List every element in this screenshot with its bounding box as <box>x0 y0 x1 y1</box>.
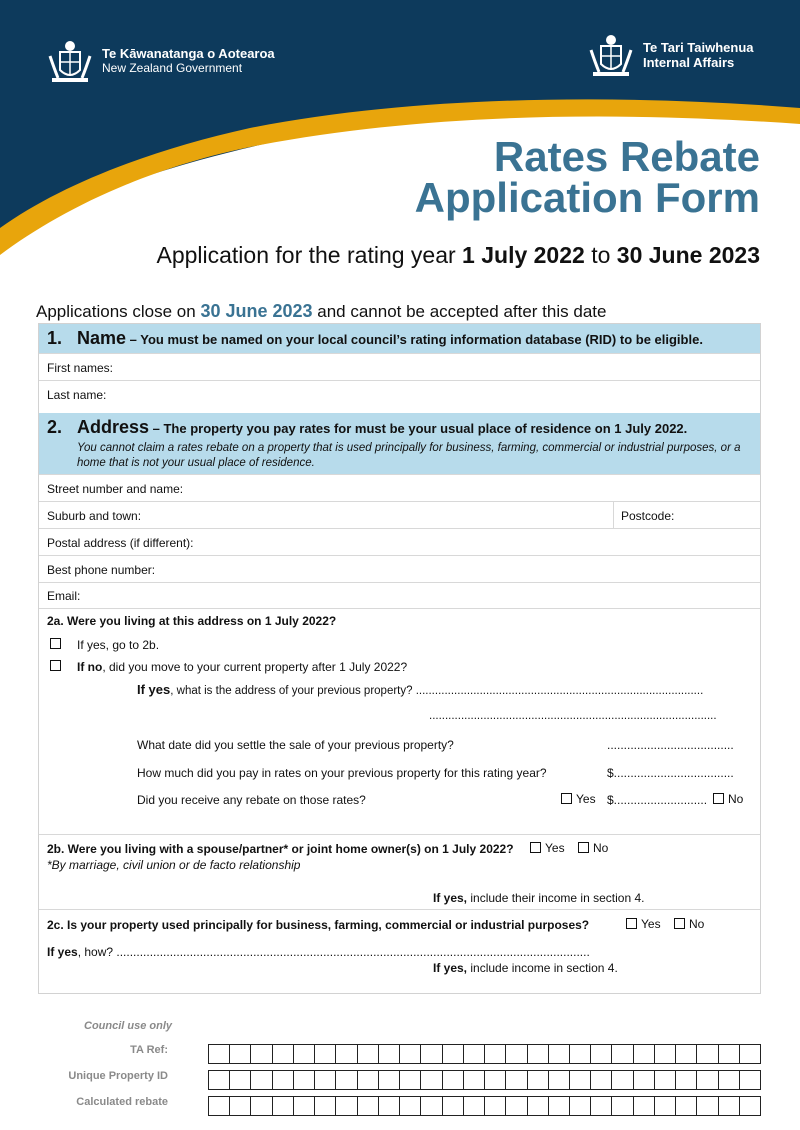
grid-cell[interactable] <box>273 1045 294 1063</box>
rebate-no-option[interactable] <box>713 792 743 806</box>
grid-cell[interactable] <box>549 1097 570 1115</box>
grid-cell[interactable] <box>612 1097 633 1115</box>
option-label: Yes <box>576 792 596 806</box>
grid-cell[interactable] <box>485 1045 506 1063</box>
last-name-field[interactable] <box>39 380 760 408</box>
label-bold: If yes, <box>433 961 468 975</box>
grid-cell[interactable] <box>315 1071 336 1089</box>
grid-cell[interactable] <box>485 1071 506 1089</box>
grid-cell[interactable] <box>506 1071 527 1089</box>
grid-cell[interactable] <box>464 1071 485 1089</box>
grid-cell[interactable] <box>358 1097 379 1115</box>
grid-cell[interactable] <box>336 1097 357 1115</box>
property-id-label: Unique Property ID <box>68 1070 168 1082</box>
street-field[interactable] <box>39 474 760 502</box>
grid-cell[interactable] <box>443 1045 464 1063</box>
label-bold: If yes <box>47 945 78 959</box>
grid-cell[interactable] <box>549 1045 570 1063</box>
field-label: First names: <box>47 361 114 375</box>
grid-cell[interactable] <box>676 1097 697 1115</box>
field-divider <box>613 502 614 529</box>
closing-date: 30 June 2023 <box>200 301 313 321</box>
grid-cell[interactable] <box>634 1071 655 1089</box>
grid-cell[interactable] <box>697 1045 718 1063</box>
question-2c: 2c. Is your property used principally for business, farming, commercial or industrial purposes? <box>47 918 590 932</box>
grid-cell[interactable] <box>676 1045 697 1063</box>
grid-cell[interactable] <box>251 1045 272 1063</box>
grid-cell[interactable] <box>358 1045 379 1063</box>
grid-cell[interactable] <box>400 1071 421 1089</box>
title-line1: Rates Rebate <box>493 133 760 180</box>
page-title <box>414 133 760 221</box>
logo-line1: Te Kāwanatanga o Aotearoa <box>102 46 275 61</box>
grid-cell[interactable] <box>251 1097 272 1115</box>
grid-cell[interactable] <box>464 1045 485 1063</box>
section-heading <box>77 328 703 349</box>
checkbox[interactable] <box>578 842 589 853</box>
subtitle-start: 1 July 2022 <box>462 242 585 268</box>
grid-cell[interactable] <box>612 1071 633 1089</box>
grid-cell[interactable] <box>740 1097 760 1115</box>
grid-cell[interactable] <box>379 1071 400 1089</box>
q2b-instruction <box>433 891 644 905</box>
grid-cell[interactable] <box>591 1097 612 1115</box>
suburb-field[interactable] <box>39 501 760 529</box>
grid-cell[interactable] <box>230 1045 251 1063</box>
field-label: Postal address (if different): <box>47 536 194 550</box>
checkbox[interactable] <box>561 793 572 804</box>
grid-cell[interactable] <box>634 1045 655 1063</box>
checkbox[interactable] <box>674 918 685 929</box>
label-bold: If no <box>77 660 103 674</box>
field-label: Email: <box>47 589 81 603</box>
grid-cell[interactable] <box>209 1071 230 1089</box>
grid-cell[interactable] <box>379 1097 400 1115</box>
grid-cell[interactable] <box>719 1045 740 1063</box>
grid-cell[interactable] <box>528 1071 549 1089</box>
grid-cell[interactable] <box>528 1097 549 1115</box>
grid-cell[interactable] <box>612 1045 633 1063</box>
closing-prefix: Applications close on <box>36 302 201 321</box>
grid-cell[interactable] <box>336 1045 357 1063</box>
settle-date-label: What date did you settle the sale of your previous property? <box>137 738 454 752</box>
grid-cell[interactable] <box>506 1097 527 1115</box>
grid-cell[interactable] <box>697 1097 718 1115</box>
label-rest: , what is the address of your previous property? .......................................................................................... <box>170 685 704 697</box>
calculated-rebate-grid[interactable] <box>208 1096 761 1116</box>
grid-cell[interactable] <box>697 1071 718 1089</box>
council-heading: Council use only <box>84 1020 173 1032</box>
q2c-how-field[interactable] <box>47 945 590 959</box>
divider <box>39 834 760 835</box>
option-2a-yes[interactable] <box>50 637 65 651</box>
label-rest: include income in section 4. <box>467 961 618 975</box>
section-note: You cannot claim a rates rebate on a property that is used principally for business, farming, commercial or industrial purposes, or a home that is not your usual place of residence. <box>77 442 741 469</box>
previous-address-line2[interactable]: .......................................................................................... <box>429 710 717 722</box>
postal-address-field[interactable] <box>39 528 760 556</box>
logo-line2: New Zealand Government <box>102 61 243 75</box>
relationship-footnote: *By marriage, civil union or de facto relationship <box>47 858 301 872</box>
field-label: Suburb and town: <box>47 509 142 523</box>
nz-coat-of-arms-icon <box>44 38 96 84</box>
grid-cell[interactable] <box>655 1097 676 1115</box>
logo-line2: Internal Affairs <box>643 55 735 70</box>
grid-cell[interactable] <box>655 1045 676 1063</box>
grid-cell[interactable] <box>251 1071 272 1089</box>
label-rest: , how? .............................................................................................................................................. <box>77 945 590 959</box>
grid-cell[interactable] <box>570 1071 591 1089</box>
option-label: No <box>689 917 705 931</box>
grid-cell[interactable] <box>230 1071 251 1089</box>
field-label: Last name: <box>47 388 107 402</box>
section-title: Address <box>77 417 150 437</box>
option-label: No <box>593 841 609 855</box>
grid-cell[interactable] <box>315 1045 336 1063</box>
settle-date-field[interactable]: ...................................... <box>607 738 734 752</box>
checkbox[interactable] <box>50 660 61 671</box>
property-id-grid[interactable] <box>208 1070 761 1090</box>
internal-affairs-logo <box>585 32 754 78</box>
nz-government-logo <box>44 38 275 84</box>
option-2a-no[interactable] <box>50 659 65 673</box>
q2b-no-option[interactable] <box>578 841 608 855</box>
option-label <box>77 660 407 674</box>
grid-cell[interactable] <box>294 1045 315 1063</box>
grid-cell[interactable] <box>528 1045 549 1063</box>
grid-cell[interactable] <box>379 1045 400 1063</box>
grid-cell[interactable] <box>209 1045 230 1063</box>
q2c-yes-option[interactable] <box>626 917 661 931</box>
closing-suffix: and cannot be accepted after this date <box>312 302 607 321</box>
grid-cell[interactable] <box>443 1071 464 1089</box>
grid-cell[interactable] <box>655 1071 676 1089</box>
option-label: Yes <box>641 917 661 931</box>
rebate-yes-option[interactable] <box>561 792 596 806</box>
q2c-instruction <box>433 961 618 975</box>
grid-cell[interactable] <box>740 1045 760 1063</box>
postcode-label: Postcode: <box>621 509 675 523</box>
first-names-field[interactable] <box>39 353 760 381</box>
divider <box>39 608 760 609</box>
grid-cell[interactable] <box>485 1097 506 1115</box>
section-subtitle: – The property you pay rates for must be your usual place of residence on 1 July 2022. <box>149 421 688 436</box>
grid-cell[interactable] <box>443 1097 464 1115</box>
field-label: Best phone number: <box>47 563 156 577</box>
rates-paid-field[interactable]: $.................................... <box>607 766 734 780</box>
grid-cell[interactable] <box>421 1071 442 1089</box>
label-bold: If yes, <box>433 891 468 905</box>
grid-cell[interactable] <box>549 1071 570 1089</box>
logo-line1: Te Tari Taiwhenua <box>643 40 754 55</box>
calculated-rebate-label: Calculated rebate <box>76 1096 168 1108</box>
rebate-amount-field[interactable]: $............................ <box>607 793 708 807</box>
phone-field[interactable] <box>39 555 760 583</box>
grid-cell[interactable] <box>421 1045 442 1063</box>
question-2b: 2b. Were you living with a spouse/partner* or joint home owner(s) on 1 July 2022? <box>47 842 514 856</box>
section-title: Name <box>77 328 127 348</box>
grid-cell[interactable] <box>506 1045 527 1063</box>
nz-coat-of-arms-icon <box>585 32 637 78</box>
grid-cell[interactable] <box>294 1097 315 1115</box>
rebate-label: Did you receive any rebate on those rates? <box>137 793 366 807</box>
grid-cell[interactable] <box>336 1071 357 1089</box>
label-rest: , did you move to your current property after 1 July 2022? <box>102 660 408 674</box>
divider <box>39 909 760 910</box>
email-field[interactable] <box>39 582 760 609</box>
label-bold: If yes <box>137 682 171 697</box>
grid-cell[interactable] <box>358 1071 379 1089</box>
q2b-yes-option[interactable] <box>530 841 565 855</box>
field-label: Street number and name: <box>47 482 184 496</box>
rates-paid-label: How much did you pay in rates on your previous property for this rating year? <box>137 766 547 780</box>
grid-cell[interactable] <box>591 1071 612 1089</box>
option-label: No <box>728 792 744 806</box>
grid-cell[interactable] <box>273 1071 294 1089</box>
section-1-header <box>39 324 760 353</box>
grid-cell[interactable] <box>273 1097 294 1115</box>
previous-address-field[interactable] <box>137 682 703 697</box>
grid-cell[interactable] <box>719 1097 740 1115</box>
application-form <box>38 323 761 994</box>
grid-cell[interactable] <box>209 1097 230 1115</box>
section-2-header <box>39 413 760 474</box>
grid-cell[interactable] <box>315 1097 336 1115</box>
checkbox[interactable] <box>713 793 724 804</box>
subtitle-prefix: Application for the rating year <box>156 242 463 268</box>
grid-cell[interactable] <box>421 1097 442 1115</box>
grid-cell[interactable] <box>400 1045 421 1063</box>
grid-cell[interactable] <box>740 1071 760 1089</box>
option-label: If yes, go to 2b. <box>77 638 160 652</box>
section-number: 2. <box>47 417 63 437</box>
section-subtitle: – You must be named on your local council’s rating information database (RID) to be eligible. <box>126 332 703 347</box>
grid-cell[interactable] <box>719 1071 740 1089</box>
grid-cell[interactable] <box>570 1097 591 1115</box>
grid-cell[interactable] <box>570 1045 591 1063</box>
grid-cell[interactable] <box>591 1045 612 1063</box>
label-rest: include their income in section 4. <box>467 891 645 905</box>
checkbox[interactable] <box>50 638 61 649</box>
ta-ref-label: TA Ref: <box>130 1044 168 1056</box>
q2c-no-option[interactable] <box>674 917 704 931</box>
grid-cell[interactable] <box>634 1097 655 1115</box>
subtitle-mid: to <box>584 242 617 268</box>
question-2a: 2a. Were you living at this address on 1 July 2022? <box>47 614 337 628</box>
title-line2: Application Form <box>414 174 760 221</box>
grid-cell[interactable] <box>230 1097 251 1115</box>
subtitle-end: 30 June 2023 <box>616 242 760 268</box>
grid-cell[interactable] <box>294 1071 315 1089</box>
grid-cell[interactable] <box>464 1097 485 1115</box>
grid-cell[interactable] <box>676 1071 697 1089</box>
rating-year-subtitle <box>156 242 760 269</box>
section-number: 1. <box>47 328 63 348</box>
checkbox[interactable] <box>626 918 637 929</box>
grid-cell[interactable] <box>400 1097 421 1115</box>
option-label: Yes <box>545 841 565 855</box>
ta-ref-grid[interactable] <box>208 1044 761 1064</box>
section-heading <box>77 417 687 438</box>
closing-date-notice <box>36 301 606 322</box>
checkbox[interactable] <box>530 842 541 853</box>
